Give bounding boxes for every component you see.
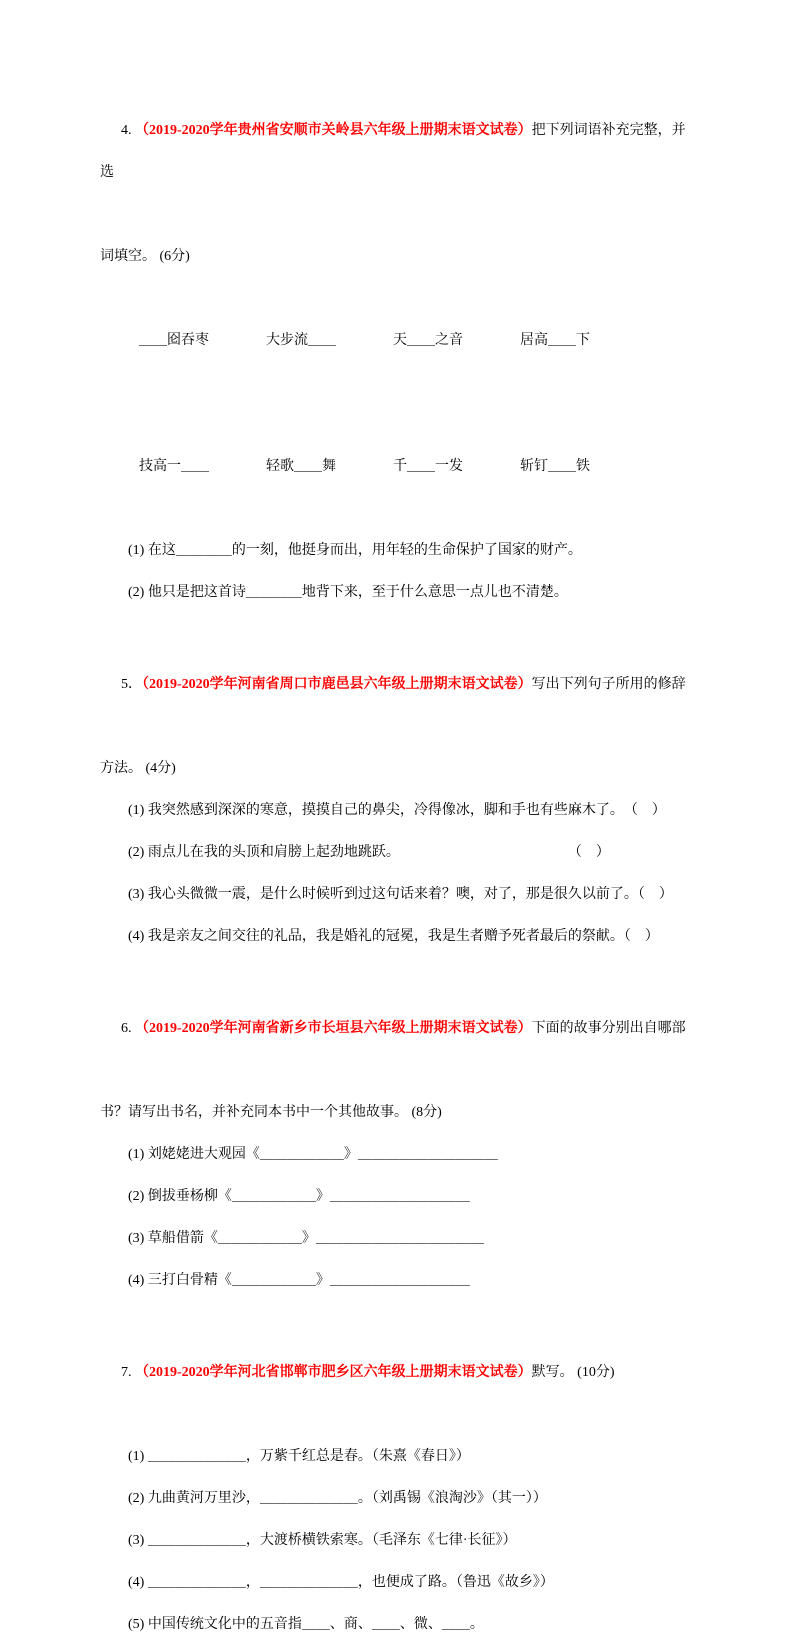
idiom-blank: 千＿＿一发 bbox=[393, 459, 463, 474]
idiom-blank: 大步流＿＿ bbox=[266, 333, 336, 348]
question-7-item-5: (5) 中国传统文化中的五音指＿＿、商、＿＿、微、＿＿。 bbox=[128, 1617, 484, 1632]
idiom-blank: 居高＿＿下 bbox=[520, 333, 590, 348]
question-4-source-citation: （2019-2020学年贵州省安顺市关岭县六年级上册期末语文试卷） bbox=[135, 123, 532, 138]
question-4-item-1: (1) 在这＿＿＿＿的一刻，他挺身而出，用年轻的生命保护了国家的财产。 bbox=[128, 543, 582, 558]
idiom-blank: 斩钉＿＿铁 bbox=[520, 459, 590, 474]
idiom-blank: 轻歌＿＿舞 bbox=[266, 459, 336, 474]
question-4 bbox=[100, 68, 699, 614]
question-4-header-line-1 bbox=[100, 68, 699, 236]
question-7-items bbox=[100, 1436, 699, 1646]
question-5 bbox=[100, 622, 699, 958]
question-5-item-2: (2) 雨点儿在我的头顶和肩膀上起劲地跳跃。 （ ） bbox=[128, 845, 610, 860]
question-5-item-4: (4) 我是亲友之间交往的礼品，我是婚礼的冠冕，我是生者赠予死者最后的祭献。（ ） bbox=[128, 929, 659, 944]
question-5-items bbox=[100, 790, 699, 958]
question-6-item-1: (1) 刘姥姥进大观园《＿＿＿＿＿＿》＿＿＿＿＿＿＿＿＿＿ bbox=[128, 1147, 498, 1162]
question-7-stem: 默写。 (10分) bbox=[531, 1365, 615, 1380]
idiom-blank: ＿＿囵吞枣 bbox=[139, 333, 209, 348]
question-7-header-line-1 bbox=[100, 1310, 699, 1436]
question-5-item-1: (1) 我突然感到深深的寒意，摸摸自己的鼻尖，冷得像冰，脚和手也有些麻木了。 （ ） bbox=[128, 803, 666, 818]
question-7-item-1: (1) ＿＿＿＿＿＿＿，万紫千红总是春。（朱熹《春日》） bbox=[128, 1449, 470, 1464]
question-6-header-line-1 bbox=[100, 966, 699, 1092]
question-5-header-line-2: 方法。 (4分) bbox=[100, 761, 176, 776]
idiom-blank: 天＿＿之音 bbox=[393, 333, 463, 348]
question-6-item-4: (4) 三打白骨精《＿＿＿＿＿＿》＿＿＿＿＿＿＿＿＿＿ bbox=[128, 1273, 470, 1288]
question-7 bbox=[100, 1310, 699, 1646]
question-5-item-3: (3) 我心头微微一震，是什么时候听到过这句话来着？噢，对了，那是很久以前了。（ ） bbox=[128, 887, 673, 902]
question-6-number: 6. bbox=[121, 1021, 135, 1036]
question-4-items bbox=[100, 530, 699, 614]
question-4-item-2: (2) 他只是把这首诗＿＿＿＿地背下来，至于什么意思一点儿也不清楚。 bbox=[128, 585, 568, 600]
question-6-stem: 下面的故事分别出自哪部 bbox=[531, 1021, 686, 1036]
idiom-blank: 技高一＿＿ bbox=[139, 459, 209, 474]
question-6-header-line-2: 书？请写出书名，并补充同本书中一个其他故事。 (8分) bbox=[100, 1105, 442, 1120]
question-4-header-line-2: 词填空。 (6分) bbox=[100, 249, 190, 264]
question-4-number: 4. bbox=[121, 123, 135, 138]
question-6-item-3: (3) 草船借箭《＿＿＿＿＿＿》＿＿＿＿＿＿＿＿＿＿＿＿ bbox=[128, 1231, 484, 1246]
question-5-source-citation: （2019-2020学年河南省周口市鹿邑县六年级上册期末语文试卷） bbox=[142, 677, 532, 692]
question-7-source-citation: （2019-2020学年河北省邯郸市肥乡区六年级上册期末语文试卷） bbox=[135, 1365, 532, 1380]
question-6 bbox=[100, 966, 699, 1302]
question-6-items bbox=[100, 1134, 699, 1302]
question-7-item-2: (2) 九曲黄河万里沙，＿＿＿＿＿＿＿。（刘禹锡《浪淘沙》（其一）） bbox=[128, 1491, 547, 1506]
question-7-number: 7. bbox=[121, 1365, 135, 1380]
question-5-header-line-1 bbox=[100, 622, 699, 748]
question-4-stem: 把下列词语补充完整，并选 bbox=[100, 123, 686, 180]
question-4-idiom-row-1 bbox=[118, 278, 699, 404]
question-5-number: 5． bbox=[121, 677, 142, 692]
question-5-stem: 写出下列句子所用的修辞 bbox=[531, 677, 686, 692]
question-7-item-3: (3) ＿＿＿＿＿＿＿，大渡桥横铁索寒。（毛泽东《七律·长征》） bbox=[128, 1533, 517, 1548]
question-4-idiom-row-2 bbox=[118, 404, 699, 530]
question-6-source-citation: （2019-2020学年河南省新乡市长垣县六年级上册期末语文试卷） bbox=[135, 1021, 532, 1036]
question-6-item-2: (2) 倒拔垂杨柳《＿＿＿＿＿＿》＿＿＿＿＿＿＿＿＿＿ bbox=[128, 1189, 470, 1204]
question-7-item-4: (4) ＿＿＿＿＿＿＿，＿＿＿＿＿＿＿，也便成了路。（鲁迅《故乡》） bbox=[128, 1575, 554, 1590]
